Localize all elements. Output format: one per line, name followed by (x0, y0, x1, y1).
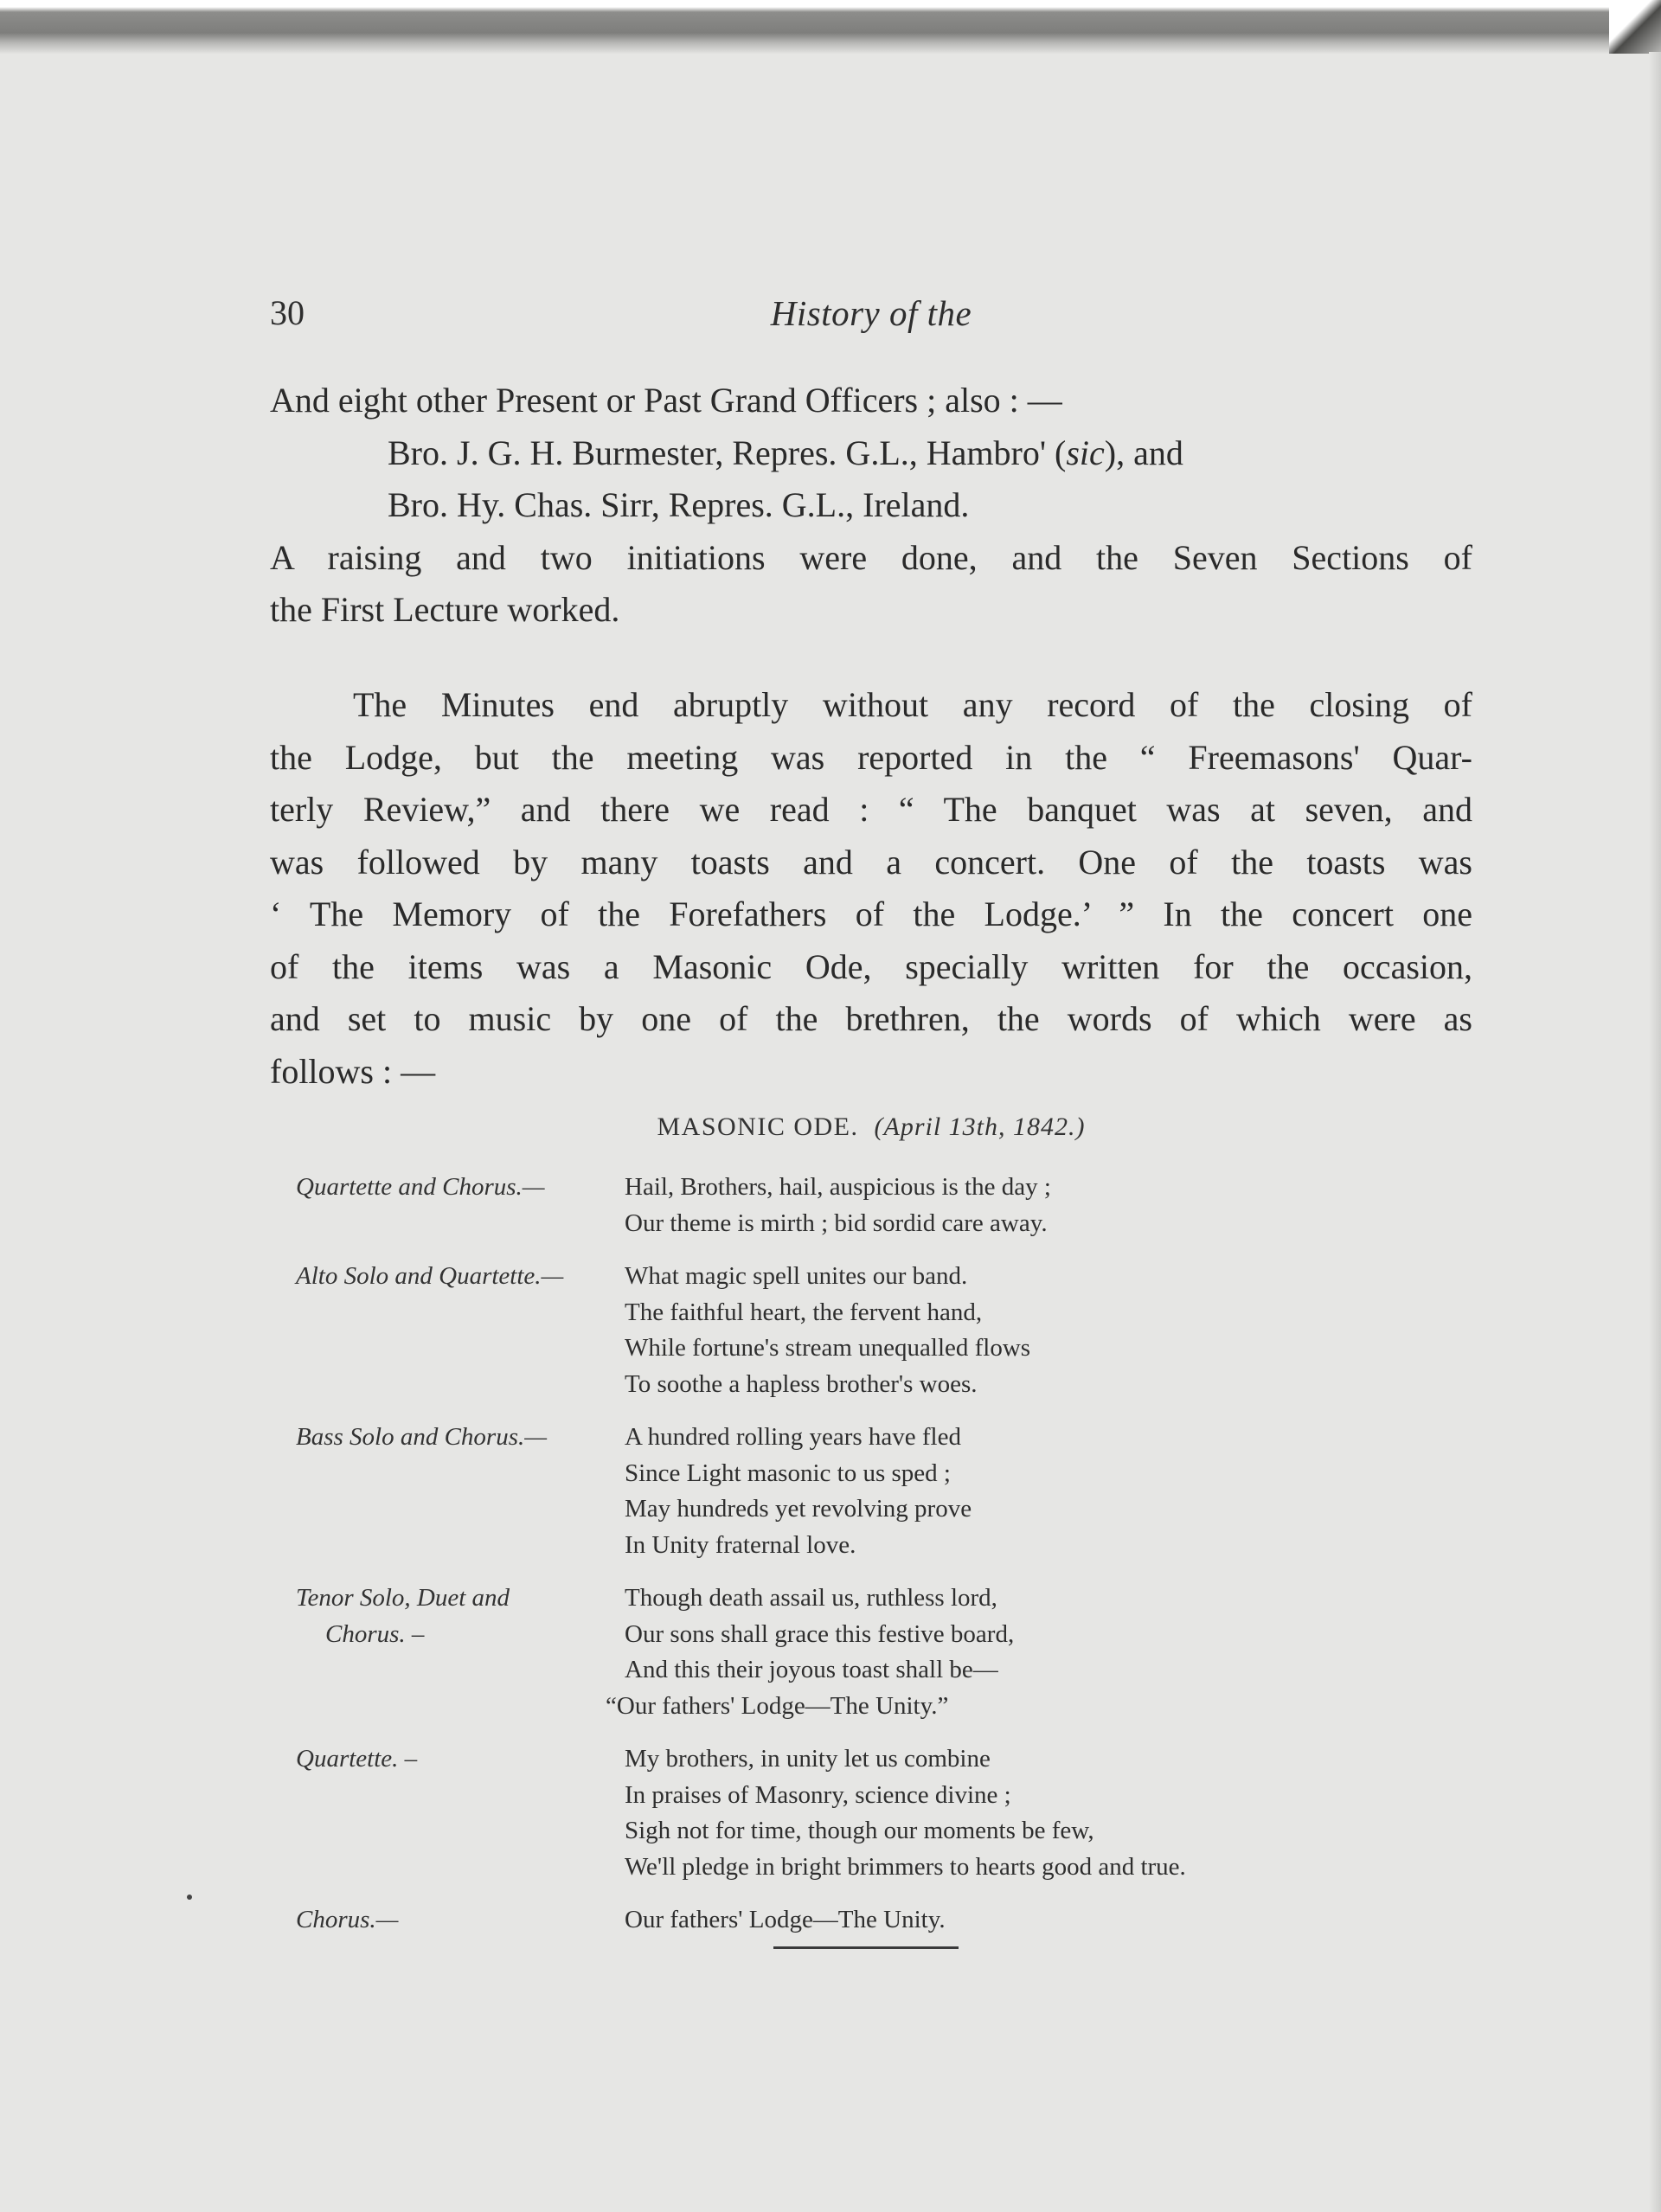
sic-mark: sic (1066, 433, 1105, 472)
verse-lines (606, 1580, 1015, 1724)
verse-line: “Our fathers' Lodge—The Unity.” (606, 1691, 949, 1720)
voice-part: Alto Solo and Quartette.— (296, 1262, 564, 1290)
paragraph-line: the Lodge, but the meeting was reported in the “ Freemasons' Quar- (270, 737, 1472, 777)
voice-part: Chorus.— (296, 1906, 399, 1933)
verse-line: In Unity fraternal love. (625, 1530, 856, 1559)
verse-line: My brothers, in unity let us combine (625, 1745, 991, 1773)
verse-lines (625, 1259, 1030, 1402)
verse-line: In praises of Masonry, science divine ; (625, 1780, 1011, 1809)
ode-verses (296, 1170, 1472, 1956)
verse-line: Though death assail us, ruthless lord, (625, 1584, 997, 1612)
verse-line: Our sons shall grace this festive board, (625, 1619, 1015, 1648)
minutes-paragraph (270, 679, 1472, 1098)
stanza (296, 1420, 1472, 1563)
verse-lines (625, 1902, 946, 1939)
paragraph-line: was followed by many toasts and a concert. One of the toasts was (270, 842, 1472, 882)
stanza (296, 1902, 1472, 1939)
page-top-edge (0, 0, 1661, 54)
verse-line: We'll pledge in bright brimmers to hearts good and true. (625, 1852, 1186, 1881)
page-right-edge (1649, 52, 1661, 2212)
voice-part (296, 1580, 625, 1724)
voice-part: Quartette and Chorus.— (296, 1173, 545, 1201)
ode-title (270, 1112, 1472, 1142)
ode-title-text: MASONIC ODE. (657, 1112, 859, 1141)
page-corner-curl (1609, 0, 1661, 54)
voice-part-line: Chorus. – (325, 1619, 425, 1648)
verse-line: A hundred rolling years have fled (625, 1423, 961, 1451)
ode-date: (April 13th, 1842.) (874, 1112, 1086, 1141)
voice-part: Bass Solo and Chorus.— (296, 1423, 548, 1451)
opening-section (270, 375, 1472, 637)
page-number: 30 (270, 293, 305, 332)
paragraph-line: ‘ The Memory of the Forefathers of the Lodge.’ ” In the concert one (270, 894, 1472, 933)
verse-lines (625, 1420, 972, 1563)
running-title: History of the (770, 293, 972, 333)
verse-line: Our fathers' Lodge—The Unity. (625, 1906, 946, 1933)
voice-part-line: Tenor Solo, Duet and (296, 1584, 510, 1612)
attendee-sirr: Bro. Hy. Chas. Sirr, Repres. G.L., Ireland. (388, 485, 970, 524)
open-quote: “ (606, 1691, 617, 1720)
verse-lines (625, 1170, 1051, 1241)
work-line-2: the First Lecture worked. (270, 590, 620, 629)
ink-speck (187, 1895, 192, 1900)
paragraph-line: terly Review,” and there we read : “ The banquet was at seven, and (270, 790, 1472, 829)
verse-line: Since Light masonic to us sped ; (625, 1459, 951, 1487)
officers-line: And eight other Present or Past Grand Officers ; also : — (270, 381, 1062, 420)
voice-part: Quartette. – (296, 1745, 418, 1773)
verse-line: Hail, Brothers, hail, auspicious is the day ; (625, 1173, 1051, 1201)
verse-line: What magic spell unites our band. (625, 1262, 968, 1290)
verse-line: Our theme is mirth ; bid sordid care away. (625, 1209, 1048, 1237)
paragraph-line: follows : — (270, 1051, 436, 1091)
stanza (296, 1259, 1472, 1402)
work-line-1: A raising and two initiations were done, and the Seven Sections of (270, 537, 1472, 577)
section-divider-rule (773, 1946, 959, 1949)
attendee-burmester: Bro. J. G. H. Burmester, Repres. G.L., Hambro' (sic), and (388, 433, 1183, 472)
paragraph-line: of the items was a Masonic Ode, specially written for the occasion, (270, 946, 1472, 986)
verse-lines (625, 1741, 1186, 1885)
paragraph-line: and set to music by one of the brethren, the words of which were as (270, 999, 1472, 1038)
verse-line: The faithful heart, the fervent hand, (625, 1298, 983, 1326)
stanza (296, 1170, 1472, 1241)
paragraph-line: The Minutes end abruptly without any record of the closing of (353, 685, 1472, 724)
verse-line: And this their joyous toast shall be— (625, 1656, 998, 1683)
page-header (270, 292, 1472, 344)
verse-line: To soothe a hapless brother's woes. (625, 1369, 978, 1398)
verse-line: May hundreds yet revolving prove (625, 1495, 972, 1523)
verse-line: While fortune's stream unequalled flows (625, 1334, 1031, 1362)
stanza (296, 1580, 1472, 1724)
verse-line: Sigh not for time, though our moments be few, (625, 1817, 1094, 1844)
stanza (296, 1741, 1472, 1885)
